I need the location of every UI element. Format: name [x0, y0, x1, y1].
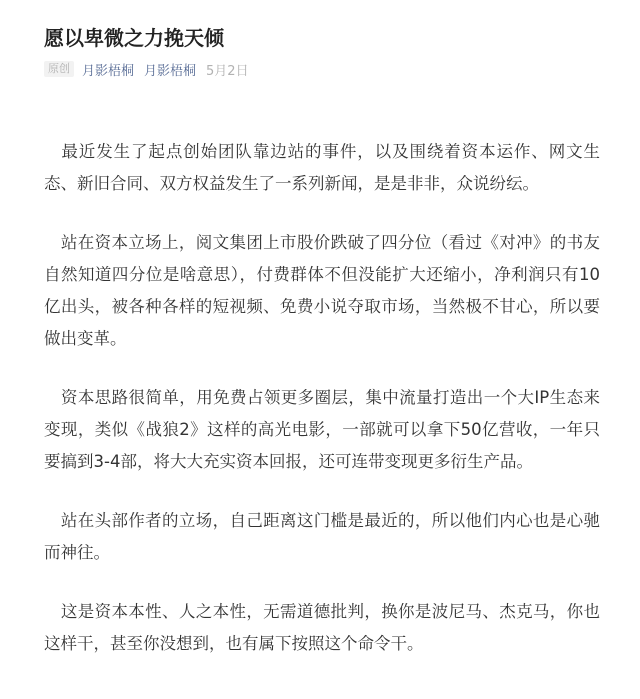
- article-content: [44, 136, 600, 687]
- paragraph: 最近发生了起点创始团队靠边站的事件，以及围绕着资本运作、网文生态、新旧合同、双方权益发生了一系列新闻，是是非非，众说纷纭。: [44, 142, 600, 193]
- paragraph: 这是资本本性、人之本性，无需道德批判，换你是波尼马、杰克马，你也这样干，甚至你没想到，也有属下按照这个命令干。: [44, 602, 600, 653]
- account-link[interactable]: 月影梧桐: [144, 63, 197, 79]
- article-title: 愿以卑微之力挽天倾: [44, 26, 224, 50]
- paragraph: 站在资本立场上，阅文集团上市股价跌破了四分位（看过《对冲》的书友自然知道四分位是啥意思），付费群体不但没能扩大还缩小，净利润只有10亿出头，被各种各样的短视频、免费小说夺取市场，当然极不甘心，所以要做出变革。: [44, 233, 600, 348]
- publish-date: 5月2日: [206, 63, 249, 79]
- original-badge: 原创: [44, 61, 74, 77]
- paragraph: 资本思路很简单，用免费占领更多圈层，集中流量打造出一个大IP生态来变现，类似《战狼2》这样的高光电影，一部就可以拿下50亿营收，一年只要搞到3-4部，将大大充实资本回报，还可连带变现更多衍生产品。: [44, 388, 600, 471]
- author-link[interactable]: 月影梧桐: [82, 63, 135, 79]
- paragraph: 站在头部作者的立场，自己距离这门槛是最近的，所以他们内心也是心驰而神往。: [44, 511, 600, 562]
- article-meta: [44, 59, 249, 79]
